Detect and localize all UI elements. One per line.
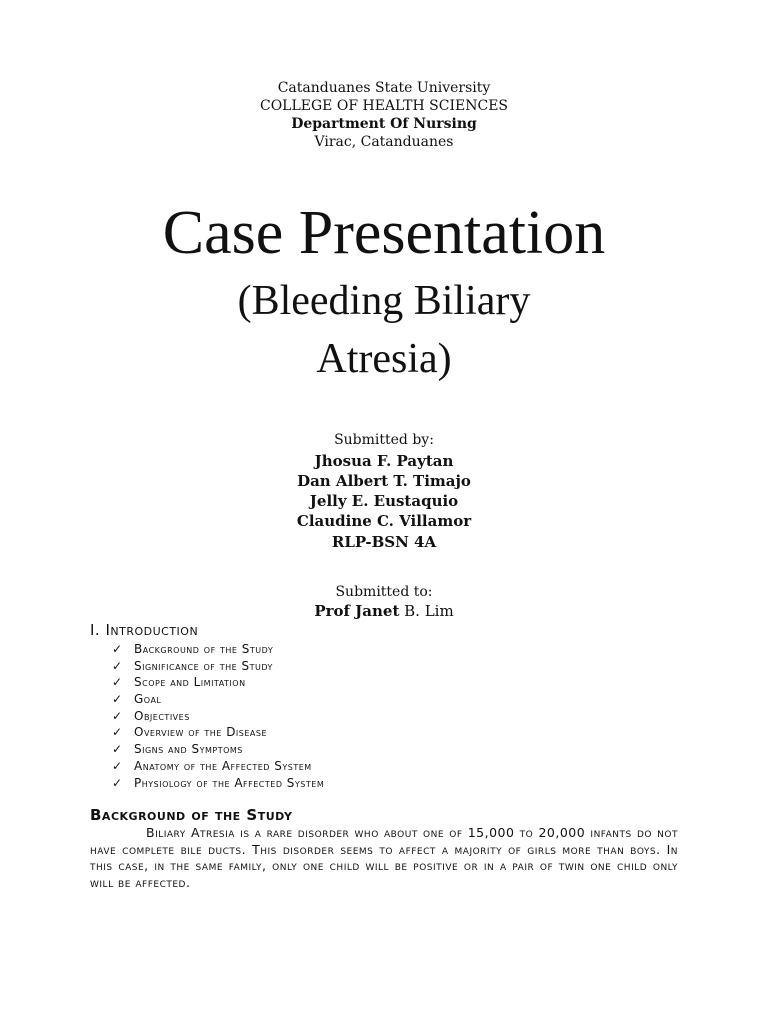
list-item-label: Significance of the Study: [134, 658, 273, 673]
author-name: Jelly E. Eustaquio: [309, 492, 459, 510]
list-item: [112, 708, 324, 725]
subtitle-line-2: Atresia): [316, 336, 452, 382]
list-item-label: Physiology of the Affected System: [134, 775, 325, 790]
subtitle-line-1: (Bleeding Biliary: [237, 278, 531, 324]
checkmark-icon: ✓: [112, 658, 123, 673]
university-name: Catanduanes State University: [277, 80, 491, 96]
list-item-label: Background of the Study: [134, 642, 274, 656]
submitted-to-label: Submitted to:: [335, 584, 433, 600]
list-item-label: Objectives: [134, 708, 190, 723]
checkmark-icon: ✓: [112, 675, 123, 690]
location: Virac, Catanduanes: [314, 134, 454, 150]
list-item-label: Scope and Limitation: [134, 675, 246, 690]
list-item-label: Signs and Symptoms: [134, 742, 243, 757]
list-item: [112, 674, 324, 691]
list-item: [112, 741, 324, 758]
introduction-heading: I. Introduction: [90, 621, 199, 639]
introduction-list: [112, 641, 324, 791]
list-item-label: Overview of the Disease: [134, 725, 268, 740]
author-name: Claudine C. Villamor: [296, 512, 472, 530]
list-item: [112, 758, 324, 775]
author-name: Jhosua F. Paytan: [314, 452, 454, 470]
checkmark-icon: ✓: [112, 708, 123, 723]
checkmark-icon: ✓: [112, 758, 123, 773]
page-title: Case Presentation: [162, 199, 606, 267]
background-paragraph: Biliary Atresia is a rare disorder who about one of 15,000 to 20,000 infants do not have complete bile ducts. This disorder seems to affect a majority of girls more than boys. In this case, in the same family, only one child will be positive or in a pair of twin one child only will be affected.: [90, 825, 678, 890]
background-heading: Background of the Study: [90, 806, 293, 824]
list-item: [112, 724, 324, 741]
recipient-name: [0, 601, 768, 621]
checkmark-icon: ✓: [112, 725, 123, 740]
section-label: RLP-BSN 4A: [331, 533, 437, 551]
checkmark-icon: ✓: [112, 692, 123, 707]
list-item: [112, 775, 324, 792]
author-name: Dan Albert T. Timajo: [297, 472, 471, 490]
checkmark-icon: ✓: [112, 775, 123, 790]
list-item: [112, 641, 324, 658]
checkmark-icon: ✓: [112, 642, 123, 656]
department-name: Department Of Nursing: [291, 116, 477, 132]
recipient-name-rest: B. Lim: [399, 602, 454, 620]
list-item-label: Goal: [134, 692, 162, 707]
list-item: [112, 658, 324, 675]
list-item-label: Anatomy of the Affected System: [134, 758, 312, 773]
list-item: [112, 691, 324, 708]
college-name: COLLEGE OF HEALTH SCIENCES: [259, 98, 508, 114]
checkmark-icon: ✓: [112, 742, 123, 757]
recipient-name-bold: Prof Janet: [314, 602, 400, 620]
submitted-by-label: Submitted by:: [334, 432, 434, 448]
